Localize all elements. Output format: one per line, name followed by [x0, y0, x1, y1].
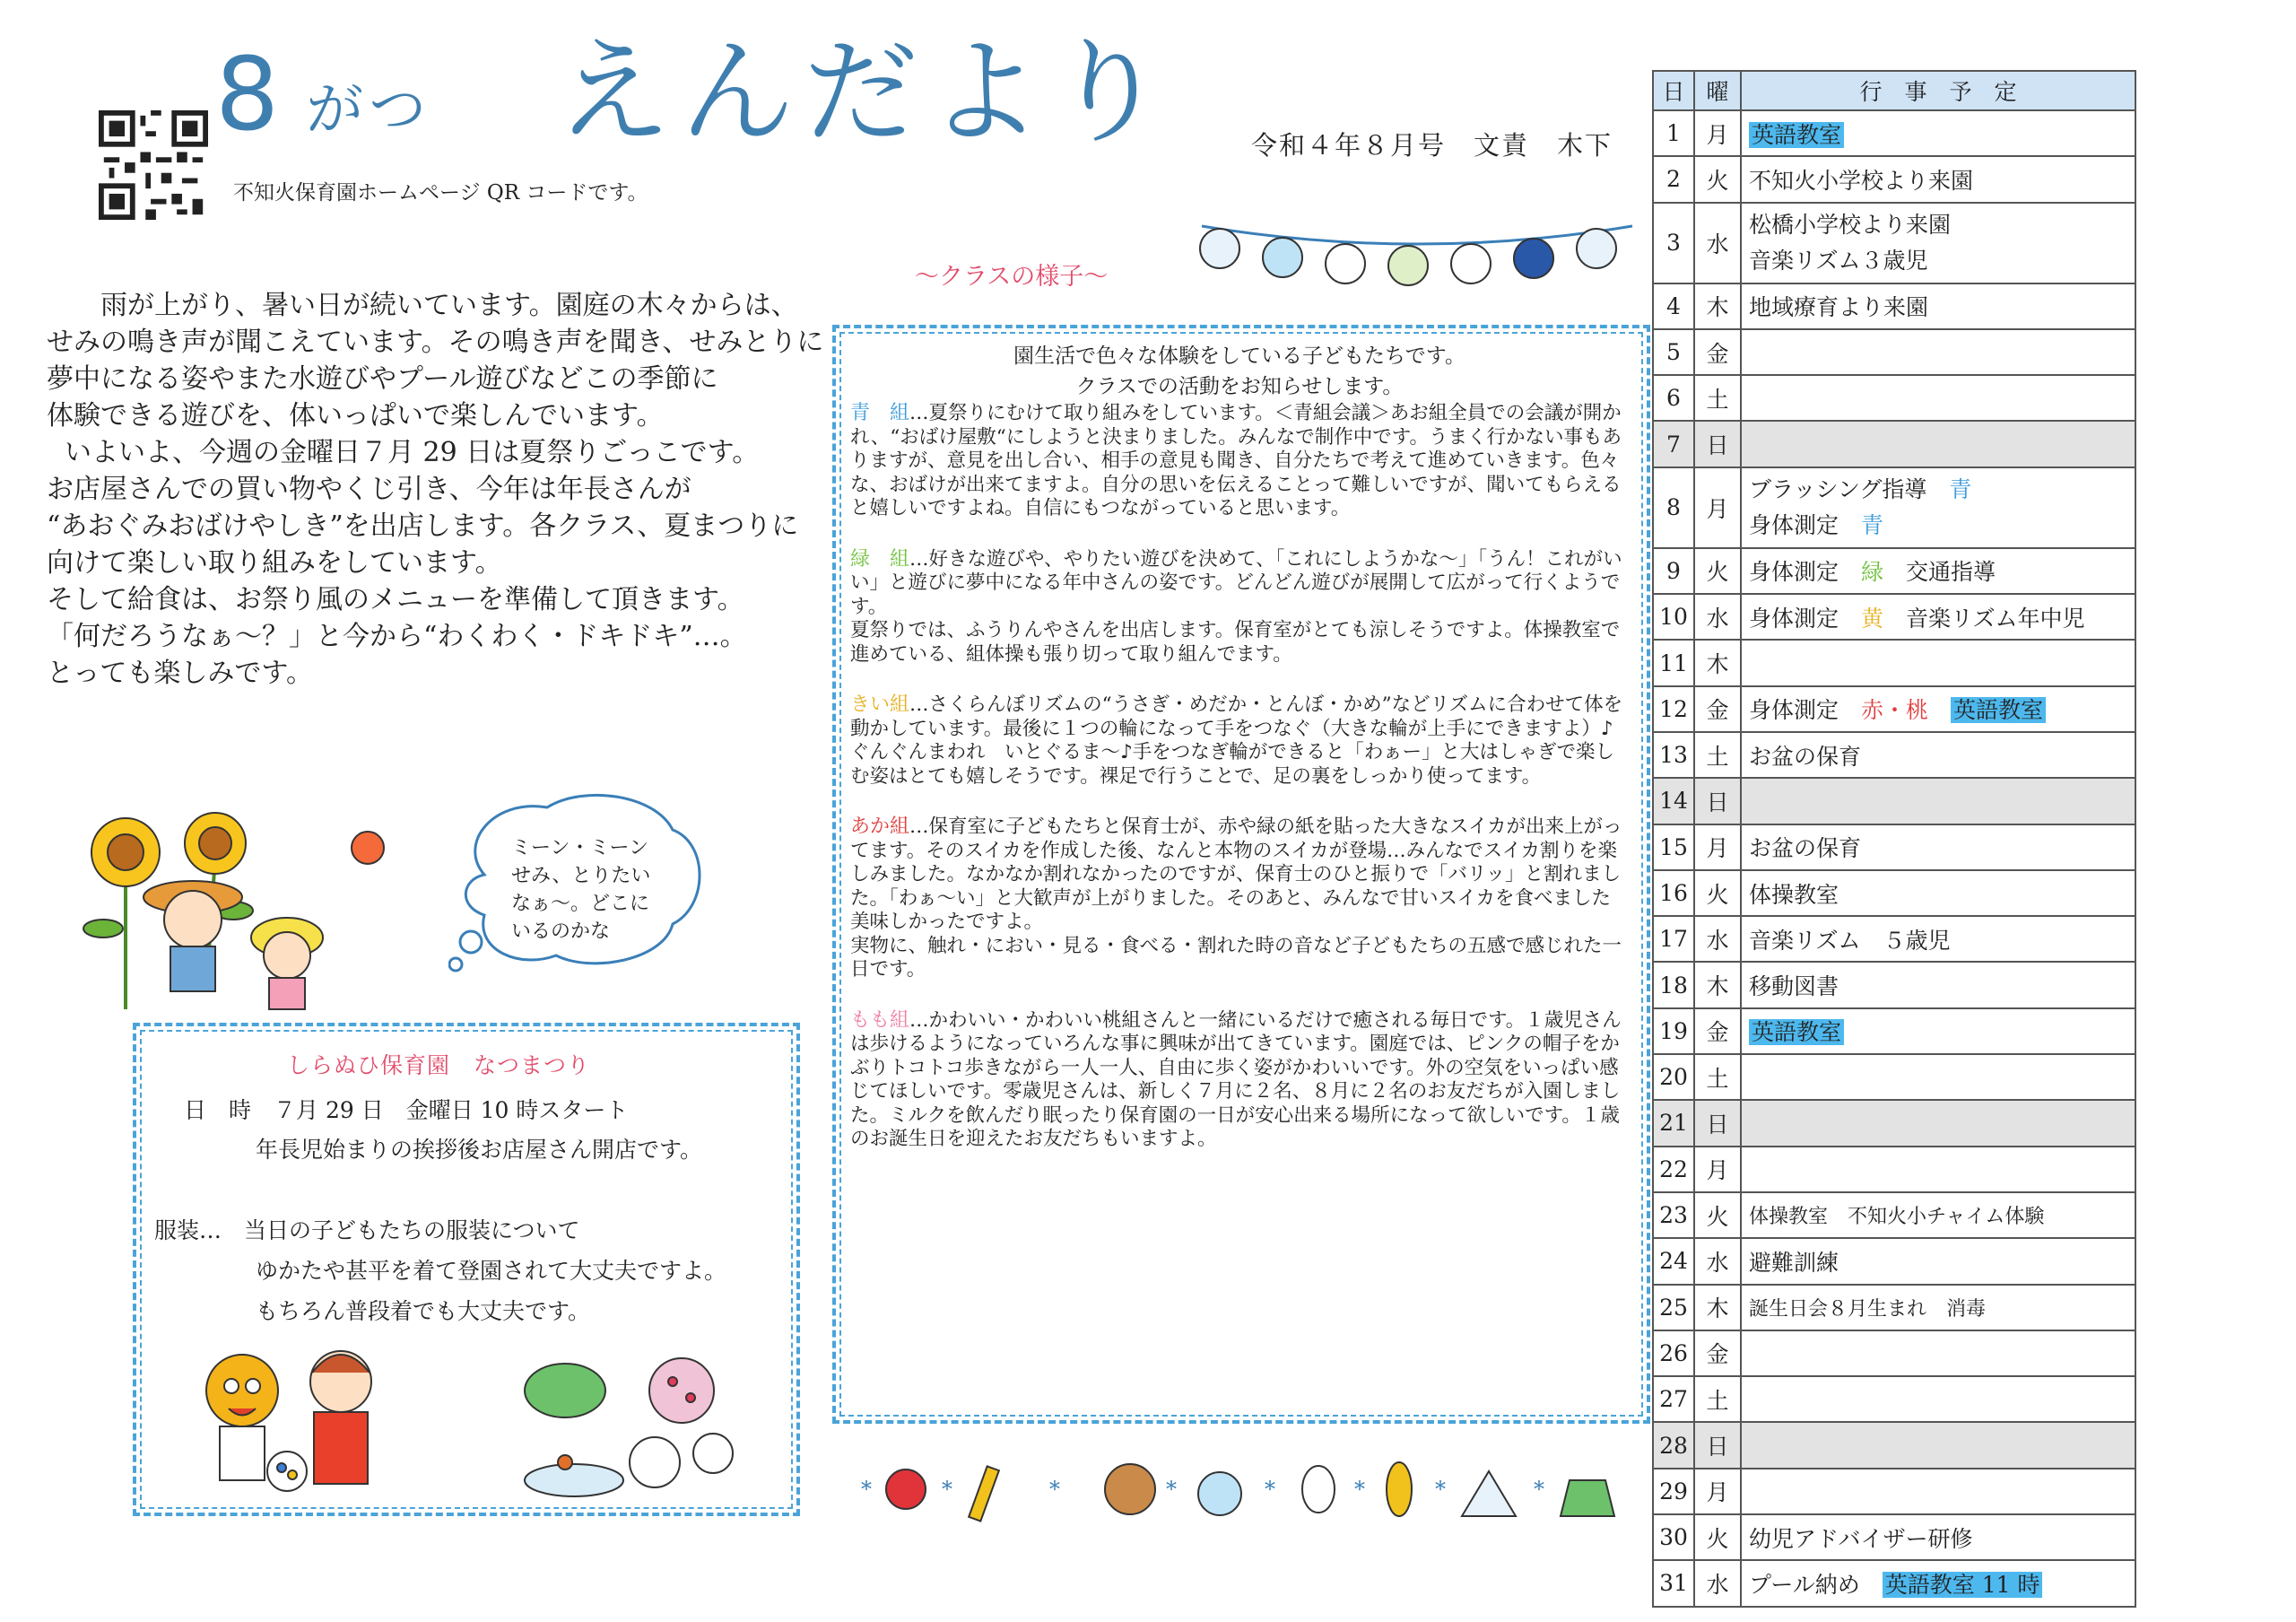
event-text: 音楽リズム３歳児 [1749, 247, 1928, 274]
event-calendar [1652, 70, 2136, 1608]
event-class-blue: 青 [1861, 511, 1884, 538]
calendar-day: 17 [1653, 916, 1694, 962]
calendar-event [1741, 1192, 2135, 1238]
calendar-event [1741, 1238, 2135, 1284]
calendar-row [1653, 1422, 2135, 1468]
event-text: 身体測定 [1749, 511, 1862, 538]
calendar-day: 18 [1653, 962, 1694, 1007]
calendar-event [1741, 870, 2135, 916]
calendar-row [1653, 329, 2135, 375]
calendar-event [1741, 686, 2135, 732]
class-green-label: 緑 組 [850, 547, 910, 571]
calendar-weekday: 火 [1694, 548, 1741, 594]
calendar-event [1741, 156, 2135, 202]
event-class-green: 緑 [1861, 559, 1884, 586]
qr-code-image [99, 108, 208, 222]
class-blue-paragraph [850, 402, 1629, 521]
intro-line: 夢中になる姿やまた水遊びやプール遊びなどこの季節に [47, 363, 718, 395]
uchiwa-garland-decoration [1193, 208, 1641, 298]
event-class-blue: 青 [1949, 475, 1972, 502]
event-text: 体操教室 [1749, 881, 1839, 908]
calendar-weekday: 日 [1694, 421, 1741, 467]
calendar-event [1741, 1422, 2135, 1468]
festival-children-illustration [188, 1337, 404, 1507]
calendar-row [1653, 1330, 2135, 1376]
calendar-row [1653, 1469, 2135, 1514]
calendar-day: 24 [1653, 1238, 1694, 1284]
calendar-weekday: 水 [1694, 594, 1741, 640]
class-intro: 園生活で色々な体験をしている子どもたちです。 [1013, 344, 1465, 368]
calendar-row [1653, 824, 2135, 870]
svg-text:*: * [1265, 1477, 1275, 1502]
svg-text:*: * [1534, 1477, 1544, 1502]
calendar-event [1741, 778, 2135, 824]
calendar-weekday: 火 [1694, 1192, 1741, 1238]
calendar-row [1653, 1514, 2135, 1560]
calendar-row [1653, 686, 2135, 732]
intro-line: そして給食は、お祭り風のメニューを準備して頂きます。 [47, 584, 744, 615]
intro-line: 向けて楽しい取り組みをしています。 [47, 547, 502, 579]
calendar-day: 14 [1653, 778, 1694, 824]
calendar-event [1741, 421, 2135, 467]
calendar-row [1653, 1560, 2135, 1606]
calendar-event [1741, 283, 2135, 329]
calendar-weekday: 土 [1694, 1054, 1741, 1100]
calendar-weekday: 水 [1694, 916, 1741, 962]
calendar-header-day: 日 [1653, 71, 1694, 110]
calendar-day: 13 [1653, 732, 1694, 778]
calendar-event [1741, 1469, 2135, 1514]
event-text: お盆の保育 [1749, 835, 1862, 862]
calendar-weekday: 火 [1694, 156, 1741, 202]
calendar-row [1653, 156, 2135, 202]
calendar-weekday: 木 [1694, 962, 1741, 1007]
calendar-row [1653, 548, 2135, 594]
festival-title: しらぬひ保育園 なつまつり [287, 1052, 591, 1078]
calendar-weekday: 月 [1694, 467, 1741, 548]
calendar-row [1653, 1238, 2135, 1284]
calendar-weekday: 日 [1694, 778, 1741, 824]
class-text [850, 341, 1629, 1152]
calendar-event [1741, 375, 2135, 421]
class-yellow-label: きい組 [850, 693, 910, 716]
calendar-weekday: 土 [1694, 732, 1741, 778]
event-text: ブラッシング指導 [1749, 475, 1950, 502]
calendar-event [1741, 1560, 2135, 1606]
bubble-line: なぁ～。どこに [511, 893, 650, 915]
calendar-day: 21 [1653, 1100, 1694, 1146]
calendar-day: 15 [1653, 824, 1694, 870]
svg-text:*: * [1354, 1477, 1365, 1502]
calendar-day: 23 [1653, 1192, 1694, 1238]
calendar-event [1741, 467, 2135, 548]
event-text: 誕生日会８月生まれ 消毒 [1749, 1297, 1987, 1321]
calendar-row [1653, 1285, 2135, 1330]
calendar-day: 27 [1653, 1376, 1694, 1422]
calendar-event [1741, 110, 2135, 156]
calendar-row [1653, 962, 2135, 1007]
calendar-weekday: 水 [1694, 1238, 1741, 1284]
calendar-row [1653, 1147, 2135, 1192]
event-english-class: 英語教室 [1749, 122, 1844, 148]
calendar-event [1741, 640, 2135, 685]
calendar-event [1741, 1330, 2135, 1376]
class-heading: ～クラスの様子～ [915, 263, 1109, 291]
calendar-header-weekday: 曜 [1694, 71, 1741, 110]
event-class-yellow: 黄 [1861, 605, 1884, 632]
class-green-text: …好きな遊びや、やりたい遊びを決めて、「これにしようかな～」「うん！これがいい」と遊びに夢中になる年中さんの姿です。どんどん遊びが展開して広がって行くようです。 [850, 547, 1622, 618]
calendar-event [1741, 548, 2135, 594]
event-text: 音楽リズム年中児 [1883, 605, 2085, 632]
calendar-event [1741, 1285, 2135, 1330]
event-text: 不知火小学校より来園 [1749, 167, 1974, 194]
calendar-event [1741, 1008, 2135, 1054]
bubble-line: いるのかな [511, 920, 611, 943]
calendar-day: 11 [1653, 640, 1694, 685]
event-text: 身体測定 [1749, 697, 1862, 724]
calendar-row [1653, 1192, 2135, 1238]
calendar-row [1653, 870, 2135, 916]
calendar-day: 22 [1653, 1147, 1694, 1192]
event-text: 移動図書 [1749, 973, 1839, 1000]
calendar-day: 4 [1653, 283, 1694, 329]
calendar-weekday: 水 [1694, 203, 1741, 283]
event-text: 音楽リズム ５歳児 [1749, 927, 1951, 954]
calendar-event [1741, 1100, 2135, 1146]
calendar-weekday: 月 [1694, 824, 1741, 870]
event-text: 幼児アドバイザー研修 [1749, 1525, 1973, 1552]
calendar-day: 8 [1653, 467, 1694, 548]
calendar-row [1653, 640, 2135, 685]
calendar-row [1653, 594, 2135, 640]
calendar-event [1741, 962, 2135, 1007]
bubble-text [511, 834, 673, 946]
event-text: 身体測定 [1749, 559, 1862, 586]
calendar-weekday: 月 [1694, 1469, 1741, 1514]
svg-text:*: * [1049, 1477, 1060, 1502]
svg-text:*: * [1435, 1477, 1446, 1502]
festival-clothing-detail: ゆかたや甚平を着て登園されて大丈夫ですよ。 [256, 1258, 727, 1284]
calendar-event [1741, 594, 2135, 640]
qr-caption: 不知火保育園ホームページ QR コードです。 [233, 181, 648, 205]
svg-text:*: * [1166, 1477, 1177, 1502]
calendar-event [1741, 824, 2135, 870]
calendar-weekday: 火 [1694, 870, 1741, 916]
calendar-day: 6 [1653, 375, 1694, 421]
calendar-day: 30 [1653, 1514, 1694, 1560]
calendar-row [1653, 203, 2135, 283]
calendar-weekday: 金 [1694, 686, 1741, 732]
event-text: プール納め [1749, 1571, 1883, 1598]
intro-line: 体験できる遊びを、体いっぱいで楽しんでいます。 [47, 400, 664, 432]
calendar-day: 31 [1653, 1560, 1694, 1606]
event-text: 地域療育より来園 [1749, 294, 1929, 321]
calendar-event [1741, 1054, 2135, 1100]
svg-text:*: * [861, 1477, 872, 1502]
calendar-day: 19 [1653, 1008, 1694, 1054]
event-second-line [1749, 508, 2127, 544]
class-red-text: …保育室に子どもたちと保育士が、赤や緑の紙を貼った大きなスイカが出来上がってます。そのスイカを作成した後、なんと本物のスイカが登場…みんなでスイカ割りを楽しみました。なかなか割れなかったのですが、保育士のひと振りで「バリッ」と割れました。「わぁ～い」と大歓声が上がりました。そのあと、みんなで甘いスイカを食べました美味しかったですよ。 [850, 815, 1622, 933]
class-green-text2: 夏祭りでは、ふうりんやさんを出店します。保育室がとても涼しそうですよ。体操教室で進めている、組体操も張り切って取り組んでます。 [850, 619, 1621, 666]
event-text: 交通指導 [1883, 559, 1996, 586]
event-class-red: 赤・桃 [1861, 697, 1929, 724]
calendar-header-row [1653, 71, 2135, 110]
class-peach-text: …かわいい・かわいい桃組さんと一緒にいるだけで癒される毎日です。１歳児さんは歩けるようになっていろんな事に興味が出てきています。園庭では、ピンクの帽子をかぶりトコトコ歩きながら一人一人、自由に歩く姿がかわいいです。外の空気をいっぱい感じてほしいです。零歳児さんは、新しく７月に２名、８月に２名のお友だちが入園しました。ミルクを飲んだり眠ったり保育園の一日が安心出来る場所になって欲しいです。１歳のお誕生日を迎えたお友だちもいますよ。 [850, 1008, 1622, 1150]
event-english-class: 英語教室 [1951, 697, 2046, 723]
calendar-header-event: 行 事 予 定 [1741, 71, 2135, 110]
event-text: お盆の保育 [1749, 743, 1862, 770]
calendar-weekday: 金 [1694, 1330, 1741, 1376]
festival-clothing-detail: もちろん普段着でも大丈夫です。 [256, 1298, 591, 1324]
calendar-weekday: 日 [1694, 1422, 1741, 1468]
class-intro: クラスでの活動をお知らせします。 [1075, 375, 1404, 398]
festival-date: 日 時 ７月 29 日 金曜日 10 時スタート [184, 1097, 629, 1123]
intro-line: 「何だろうなぁ～？」と今から“わくわく・ドキドキ”…。 [47, 621, 747, 652]
event-text: 避難訓練 [1749, 1249, 1839, 1276]
calendar-day: 3 [1653, 203, 1694, 283]
festival-start: 年長児始まりの挨拶後お店屋さん開店です。 [256, 1137, 703, 1163]
calendar-day: 29 [1653, 1469, 1694, 1514]
intro-line: せみの鳴き声が聞こえています。その鳴き声を聞き、せみとりに [47, 327, 824, 358]
summer-items-garland-decoration [843, 1444, 1650, 1534]
intro-line: “あおぐみおばけやしき”を出店します。各クラス、夏まつりに [47, 510, 799, 542]
class-peach-label: もも組 [850, 1008, 910, 1032]
calendar-weekday: 土 [1694, 375, 1741, 421]
title-month-suffix: がつ [306, 77, 432, 144]
intro-line: とっても楽しみです。 [47, 658, 313, 689]
calendar-day: 26 [1653, 1330, 1694, 1376]
calendar-day: 10 [1653, 594, 1694, 640]
intro-text [47, 287, 836, 692]
class-blue-text: …夏祭りにむけて取り組みをしています。＜青組会議＞あお組全員での会議が開かれ、“おばけ屋敷“にしようと決まりました。みんなで制作中です。うまく行かない事もありますが、意見を出し合い、相手の意見も聞き、自分たちで考えて進めていきます。色々な、おばけが出来てますよ。自分の思いを伝えることって難しいですが、聞いてもらえると嬉しいですよね。自信にもつながっていると思います。 [850, 402, 1622, 519]
calendar-day: 25 [1653, 1285, 1694, 1330]
calendar-weekday: 土 [1694, 1376, 1741, 1422]
bubble-line: せみ、とりたい [511, 865, 651, 887]
festival-food-illustration [511, 1355, 744, 1507]
calendar-event [1741, 329, 2135, 375]
calendar-event [1741, 1514, 2135, 1560]
class-blue-label: 青 組 [850, 402, 910, 424]
calendar-day: 5 [1653, 329, 1694, 375]
calendar-row [1653, 283, 2135, 329]
event-text: 体操教室 不知火小チャイム体験 [1749, 1206, 2045, 1229]
intro-line: 雨が上がり、暑い日が続いています。園庭の木々からは、 [100, 290, 798, 321]
calendar-day: 9 [1653, 548, 1694, 594]
intro-line: いよいよ、今週の金曜日７月 29 日は夏祭りごっこです。 [65, 437, 760, 468]
calendar-day: 12 [1653, 686, 1694, 732]
issue-line: 令和４年８月号 文責 木下 [1251, 130, 1613, 161]
calendar-weekday: 木 [1694, 640, 1741, 685]
calendar-day: 7 [1653, 421, 1694, 467]
calendar-day: 2 [1653, 156, 1694, 202]
calendar-weekday: 木 [1694, 1285, 1741, 1330]
calendar-day: 16 [1653, 870, 1694, 916]
calendar-row [1653, 778, 2135, 824]
calendar-event [1741, 1376, 2135, 1422]
calendar-event [1741, 732, 2135, 778]
calendar-row [1653, 1100, 2135, 1146]
class-red-text2: 実物に、触れ・におい・見る・食べる・割れた時の音など子どもたちの五感で感じれた一日です。 [850, 934, 1622, 981]
sunflower-children-illustration [72, 812, 413, 1018]
calendar-weekday: 月 [1694, 110, 1741, 156]
calendar-weekday: 金 [1694, 1008, 1741, 1054]
calendar-weekday: 木 [1694, 283, 1741, 329]
calendar-weekday: 火 [1694, 1514, 1741, 1560]
calendar-weekday: 水 [1694, 1560, 1741, 1606]
class-red-paragraph [850, 815, 1629, 935]
calendar-day: 1 [1653, 110, 1694, 156]
calendar-row [1653, 732, 2135, 778]
class-green-paragraph [850, 548, 1629, 620]
calendar-day: 20 [1653, 1054, 1694, 1100]
class-red-label: あか組 [850, 815, 910, 838]
calendar-event [1741, 1147, 2135, 1192]
calendar-row [1653, 1376, 2135, 1422]
calendar-row [1653, 467, 2135, 548]
calendar-day: 28 [1653, 1422, 1694, 1468]
calendar-row [1653, 916, 2135, 962]
calendar-weekday: 日 [1694, 1100, 1741, 1146]
svg-text:*: * [942, 1477, 952, 1502]
page-title: えんだより [556, 26, 1176, 160]
class-peach-paragraph [850, 1009, 1629, 1152]
bubble-line: ミーン・ミーン [511, 837, 649, 859]
calendar-event [1741, 916, 2135, 962]
calendar-event [1741, 203, 2135, 283]
class-yellow-paragraph [850, 693, 1629, 789]
calendar-row [1653, 421, 2135, 467]
calendar-row [1653, 375, 2135, 421]
title-month: 8 がつ [215, 37, 432, 153]
calendar-row [1653, 1054, 2135, 1100]
event-text: 松橋小学校より来園 [1749, 211, 1952, 238]
calendar-weekday: 月 [1694, 1147, 1741, 1192]
calendar-row [1653, 1008, 2135, 1054]
event-second-line [1749, 243, 2127, 279]
event-english-class: 英語教室 [1749, 1019, 1844, 1045]
intro-line: お店屋さんでの買い物やくじ引き、今年は年長さんが [47, 474, 691, 505]
calendar-weekday: 金 [1694, 329, 1741, 375]
calendar-row [1653, 110, 2135, 156]
class-yellow-text: …さくらんぼリズムの“うさぎ・めだか・とんぼ・かめ”などリズムに合わせて体を動かしています。最後に１つの輪になって手をつなぐ（大きな輪が上手にできますよ）♪ぐんぐんまわれ いとぐるま～♪手をつなぎ輪ができると「わぁー」と大はしゃぎで楽しむ姿はとても嬉しそうです。裸足で行うことで、足の裏をしっかり使ってます。 [850, 693, 1623, 788]
event-text: 身体測定 [1749, 605, 1862, 632]
event-english-class: 英語教室 11 時 [1883, 1572, 2043, 1598]
festival-clothing: 服装… 当日の子どもたちの服装について [154, 1217, 580, 1243]
